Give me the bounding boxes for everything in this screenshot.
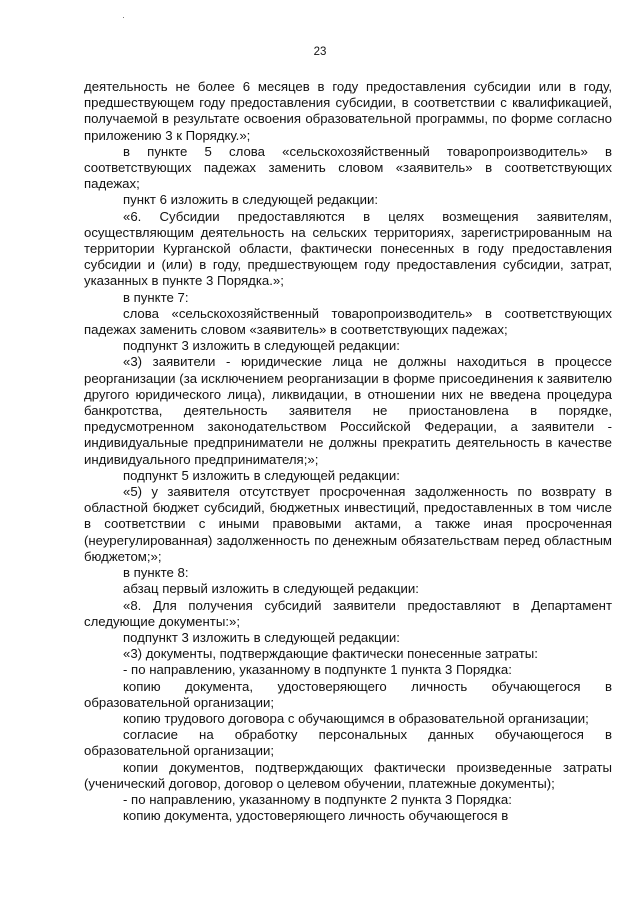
- paragraph: копию трудового договора с обучающимся в образовательной организации;: [123, 710, 589, 726]
- paragraph: в пункте 7:: [123, 289, 189, 305]
- paragraph: подпункт 3 изложить в следующей редакции:: [123, 338, 400, 354]
- paragraph: согласие на обработку персональных данных обучающегося в образовательной организации;: [84, 727, 612, 759]
- paragraph: «6. Субсидии предоставляются в целях возмещения заявителям, осуществляющим деятельность на сельских территориях, зарегистрированным на территории Курганской области, фактически понесенных в году предоставления субсидии и (или) в году, предшествующем году предоставления субсидии, затрат, указанных в пункте 3 Порядка.»;: [84, 208, 612, 289]
- paragraph: «3) заявители - юридические лица не должны находиться в процессе реорганизации (за исключением реорганизации в форме присоединения к заявителю другого юридического лица), ликвидации, в отношении них не введена процедура банкротства, деятельность заявителя не приостановлена в порядке, предусмотренном законодательством Российской Федерации, а заявители - индивидуальные предприниматели не должны прекратить деятельность в качестве индивидуального предпринимателя;»;: [84, 354, 612, 467]
- paragraph: - по направлению, указанному в подпункте 1 пункта 3 Порядка:: [123, 662, 512, 678]
- paragraph: копию документа, удостоверяющего личность обучающегося в образовательной организации;: [84, 678, 612, 710]
- paragraph: - по направлению, указанному в подпункте 2 пункта 3 Порядка:: [123, 791, 512, 807]
- paragraph: «3) документы, подтверждающие фактически понесенные затраты:: [123, 646, 538, 662]
- paragraph: в пункте 5 слова «сельскохозяйственный товаропроизводитель» в соответствующих падежах заменить словом «заявитель» в соответствующих падежах;: [84, 143, 612, 192]
- paragraph: «5) у заявителя отсутствует просроченная задолженность по возврату в областной бюджет субсидий, бюджетных инвестиций, предоставленных в том числе в соответствии с иными правовыми актами, а также иная просроченная (неурегулированная) задолженность по денежным обязательствам перед областным бюджетом;»;: [84, 484, 612, 564]
- paragraph: «8. Для получения субсидий заявители предоставляют в Департамент следующие документы:»;: [84, 597, 612, 629]
- paragraph: деятельность не более 6 месяцев в году предоставления субсидии или в году, предшествующем году предоставления субсидии, в соответствии с квалификацией, получаемой в результате освоения образовательной программы, по форме согласно приложению 3 к Порядку.»;: [84, 79, 612, 143]
- page-number: 23: [313, 46, 327, 58]
- document-body: [84, 79, 612, 824]
- paragraph: подпункт 5 изложить в следующей редакции:: [123, 467, 400, 483]
- paragraph: абзац первый изложить в следующей редакции:: [123, 581, 419, 597]
- paragraph: слова «сельскохозяйственный товаропроизводитель» в соответствующих падежах заменить словом «заявитель» в соответствующих падежах;: [84, 305, 612, 338]
- scan-mark: [123, 17, 124, 18]
- paragraph: пункт 6 изложить в следующей редакции:: [123, 192, 379, 208]
- paragraph: подпункт 3 изложить в следующей редакции:: [123, 629, 400, 645]
- paragraph: в пункте 8:: [123, 565, 189, 581]
- paragraph: копию документа, удостоверяющего личность обучающегося в: [123, 808, 509, 824]
- paragraph: копии документов, подтверждающих фактически произведенные затраты (ученический договор, договор о целевом обучении, платежные документы);: [84, 759, 612, 791]
